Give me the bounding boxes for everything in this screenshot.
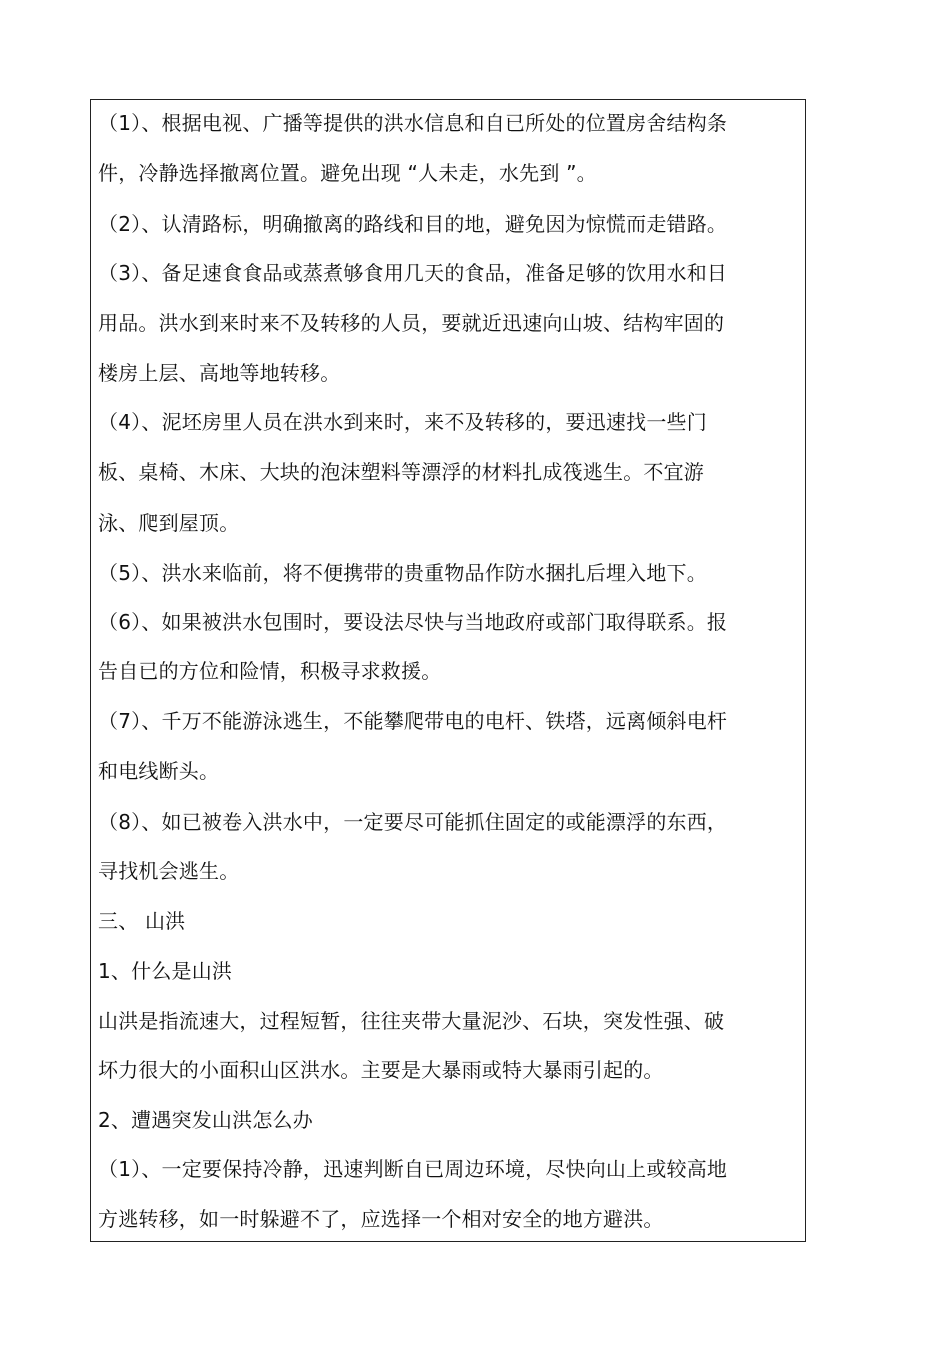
text-line: 泳、爬到屋顶。 bbox=[98, 511, 240, 535]
text-line: 山洪是指流速大，过程短暂，往往夹带大量泥沙、石块，突发性强、破 bbox=[98, 1009, 725, 1033]
text-line: 楼房上层、高地等地转移。 bbox=[98, 361, 341, 385]
text-line: （6）、如果被洪水包围时，要设法尽快与当地政府或部门取得联系。报 bbox=[98, 610, 728, 634]
text-line: 和电线断头。 bbox=[98, 759, 220, 783]
subsection-heading: 1、什么是山洪 bbox=[98, 959, 233, 983]
section-heading: 三、 山洪 bbox=[98, 909, 186, 933]
text-line: 方逃转移，如一时躲避不了，应选择一个相对安全的地方避洪。 bbox=[98, 1207, 664, 1231]
text-line: 用品。洪水到来时来不及转移的人员，要就近迅速向山坡、结构牢固的 bbox=[98, 311, 725, 335]
text-line: （3）、备足速食食品或蒸煮够食用几天的食品，准备足够的饮用水和日 bbox=[98, 261, 728, 285]
text-line: （1）、根据电视、广播等提供的洪水信息和自已所处的位置房舍结构条 bbox=[98, 111, 728, 135]
text-line: 板、桌椅、木床、大块的泡沫塑料等漂浮的材料扎成筏逃生。不宜游 bbox=[98, 460, 704, 484]
subsection-heading: 2、遭遇突发山洪怎么办 bbox=[98, 1108, 313, 1132]
text-line: （4）、泥坯房里人员在洪水到来时，来不及转移的，要迅速找一些门 bbox=[98, 410, 707, 434]
text-line: 坏力很大的小面积山区洪水。主要是大暴雨或特大暴雨引起的。 bbox=[98, 1058, 664, 1082]
text-line: （8）、如已被卷入洪水中，一定要尽可能抓住固定的或能漂浮的东西， bbox=[98, 810, 728, 834]
text-line: 告自已的方位和险情，积极寻求救援。 bbox=[98, 659, 442, 683]
text-line: 件，冷静选择撤离位置。避免出现 “人未走，水先到 ”。 bbox=[98, 161, 597, 185]
text-line: （2）、认清路标，明确撤离的路线和目的地，避免因为惊慌而走错路。 bbox=[98, 212, 728, 236]
text-line: （5）、洪水来临前，将不便携带的贵重物品作防水捆扎后埋入地下。 bbox=[98, 561, 707, 585]
text-line: 寻找机会逃生。 bbox=[98, 859, 240, 883]
text-line: （7）、千万不能游泳逃生，不能攀爬带电的电杆、铁塔，远离倾斜电杆 bbox=[98, 709, 728, 733]
text-line: （1）、一定要保持冷静，迅速判断自已周边环境，尽快向山上或较高地 bbox=[98, 1157, 728, 1181]
